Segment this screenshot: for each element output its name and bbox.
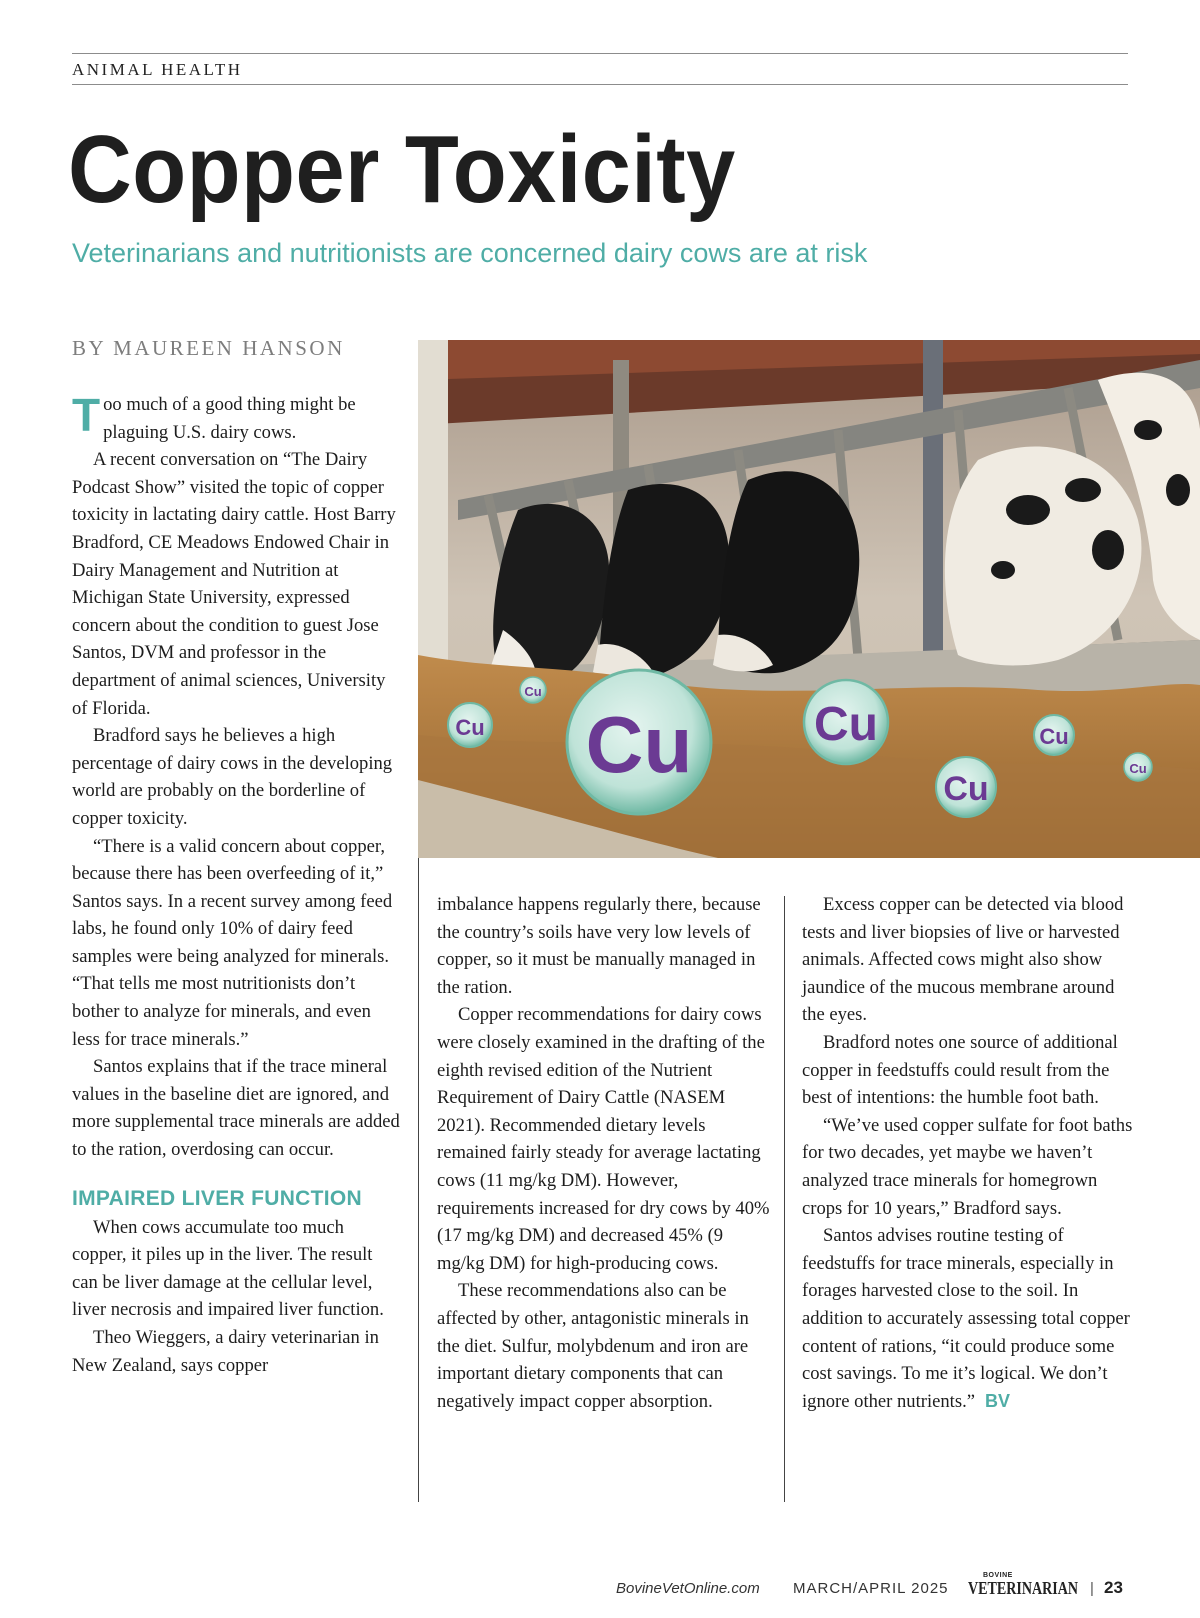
paragraph [72, 391, 402, 446]
article-deck: Veterinarians and nutritionists are concerned dairy cows are at risk [72, 238, 868, 268]
publication-logo [968, 1568, 1080, 1598]
copper-symbol: Cu [585, 700, 693, 789]
paragraph [802, 1222, 1137, 1415]
footer-issue-date: MARCH/APRIL 2025 [793, 1580, 949, 1597]
page-number: 23 [1104, 1578, 1123, 1597]
paragraph: Bradford says he believes a high percentage of dairy cows in the developing world are probably on the borderline of copper toxicity. [72, 725, 393, 829]
paragraph: Bradford notes one source of additional copper in feedstuffs could result from the best of intentions: the humble foot bath. [802, 1031, 1118, 1109]
copper-symbol: Cu [1129, 761, 1147, 776]
subheading: IMPAIRED LIVER FUNCTION [72, 1186, 363, 1210]
section-rule [72, 84, 1128, 85]
paragraph: These recommendations also can be affected by other, antagonistic minerals in the diet. Sulfur, molybdenum and iron are important dietary components that can negatively impact copper absorption. [437, 1280, 749, 1412]
copper-symbol: Cu [943, 770, 989, 808]
cows-feeding-photo [418, 340, 1200, 858]
paragraph: “There is a valid concern about copper, because there has been overfeeding of it,” Santos says. In a recent survey among feed labs, he found only 10% of dairy feed samples were being analyzed for minerals. “That tells me most nutritionists don’t bother to analyze for minerals, and even less for trace minerals.” [72, 835, 393, 1050]
end-mark: BV [984, 1390, 1010, 1411]
logo-small-text: BOVINE [983, 1572, 1013, 1579]
paragraph: Copper recommendations for dairy cows were closely examined in the drafting of the eighth revised edition of the Nutrient Requirement of Dairy Cattle (NASEM 2021). Recommended dietary levels remained fairly steady for average lactating cows (11 mg/kg DM). However, requirements increased for dry cows by 40% (17 mg/kg DM) and decreased 45% (9 mg/kg DM) for high-producing cows. [437, 1004, 770, 1274]
paragraph-text: oo much of a good thing might be plaguing U.S. dairy cows. [103, 394, 356, 443]
drop-cap: T [72, 389, 101, 441]
paragraph: Theo Wieggers, a dairy veterinarian in New Zealand, says copper [72, 1327, 379, 1376]
copper-symbol: Cu [524, 684, 542, 699]
column-divider [784, 896, 785, 1502]
footer-separator: | [1090, 1580, 1094, 1597]
copper-symbol: Cu [814, 698, 878, 751]
paragraph: Excess copper can be detected via blood tests and liver biopsies of live or harvested animals. Affected cows might also show jaundice of the mucous membrane around the eyes. [802, 894, 1124, 1026]
footer-website[interactable]: BovineVetOnline.com [616, 1580, 760, 1597]
article-column-2 [437, 891, 772, 1415]
byline: BY MAUREEN HANSON [72, 336, 345, 360]
article-title: Copper Toxicity [68, 116, 736, 223]
copper-symbol: Cu [1039, 724, 1069, 749]
top-rule [72, 53, 1128, 54]
paragraph: imbalance happens regularly there, because the country’s soils have very low levels of copper, so it must be manually managed in the ration. [437, 894, 761, 998]
paragraph: “We’ve used copper sulfate for foot baths for two decades, yet maybe we haven’t analyzed trace minerals for homegrown crops for 10 years,” Bradford says. [802, 1114, 1133, 1219]
paragraph: Santos explains that if the trace mineral values in the baseline diet are ignored, and more supplemental trace minerals are added to the ration, overdosing can occur. [72, 1056, 400, 1161]
logo-big-text: VETERINARIAN [968, 1578, 1078, 1598]
paragraph: A recent conversation on “The Dairy Podcast Show” visited the topic of copper toxicity in lactating dairy cattle. Host Barry Bradford, CE Meadows Endowed Chair in Dairy Management and Nutrition at Michigan State University, expressed concern about the condition to guest Jose Santos, DVM and professor in the department of animal sciences, University of Florida. [72, 449, 396, 719]
paragraph-text: Santos advises routine testing of feedstuffs for trace minerals, especially in forages harvested close to the soil. In addition to accurately assessing total copper content of rations, “it could produce some cost savings. To me it’s logical. We don’t ignore other nutrients.” [802, 1225, 1130, 1412]
paragraph: When cows accumulate too much copper, it piles up in the liver. The result can be liver damage at the cellular level, liver necrosis and impaired liver function. [72, 1216, 384, 1321]
article-column-3 [802, 891, 1137, 1415]
section-label: ANIMAL HEALTH [72, 60, 243, 79]
copper-symbol: Cu [455, 715, 485, 740]
article-column-1 [72, 391, 402, 1379]
